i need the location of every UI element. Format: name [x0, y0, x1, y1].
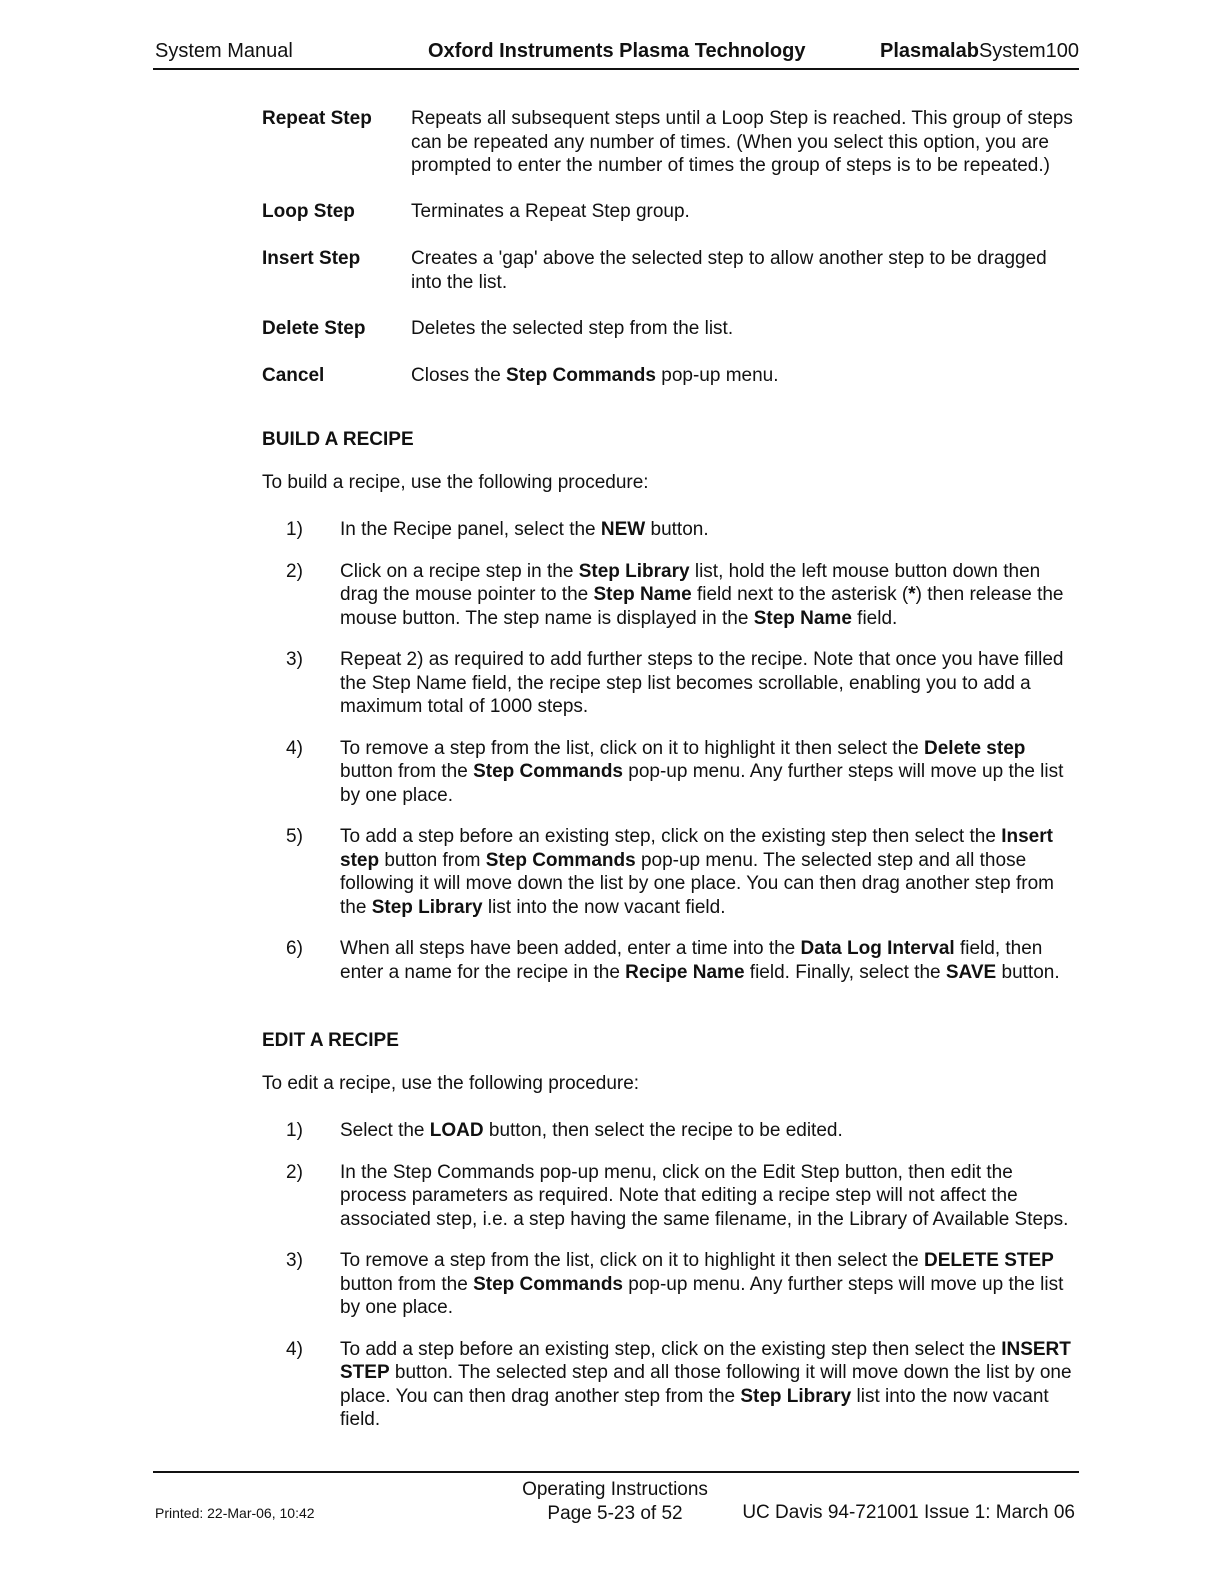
step-number: 5): [286, 826, 303, 847]
step-text-part: field.: [851, 607, 898, 629]
definition-desc: Repeats all subsequent steps until a Loop Step is reached. This group of steps can be repeated any number of times. (When you select this option, you are prompted to enter the number of times the group of steps is to be repeated.): [411, 108, 1073, 176]
product-name-bold: Plasmalab: [879, 40, 979, 62]
page-number: Page 5-23 of 52: [547, 1503, 683, 1524]
step-text-bold: LOAD: [429, 1120, 484, 1141]
step-text-bold: Data Log Interval: [800, 938, 955, 959]
build-steps: [286, 518, 1082, 984]
step-text-bold: Step Name: [593, 584, 692, 605]
step-text: [340, 1249, 1082, 1320]
definition-desc: Deletes the selected step from the list.: [411, 318, 734, 339]
step-text: [340, 560, 1082, 631]
step-text-bold: NEW: [600, 519, 646, 540]
build-recipe-heading: [262, 428, 1082, 452]
step-text-part: button. The selected step and all those following it will move down the list by one place. You can then drag another step from the: [340, 1362, 1072, 1407]
step-text: [340, 1119, 1082, 1143]
step-text-part: button from: [379, 849, 486, 871]
step-text-part: field next to the asterisk (: [691, 584, 909, 605]
procedure-step: [286, 1249, 1082, 1320]
step-text-part: button from the: [340, 1273, 474, 1295]
step-text-bold: INSERT STEP: [340, 1338, 1071, 1383]
edit-recipe-intro: [262, 1072, 1082, 1096]
definition-row: [262, 247, 1082, 294]
step-text-bold: Step Library: [371, 896, 483, 918]
step-text-bold: SAVE: [945, 961, 997, 983]
step-text-bold: Delete step: [924, 737, 1026, 759]
step-text-bold: Step Library: [578, 560, 690, 582]
section-intro: To edit a recipe, use the following procedure:: [262, 1073, 640, 1094]
company-name: Oxford Instruments Plasma Technology: [428, 40, 806, 62]
step-text-part: list, hold the left mouse button down then drag the mouse pointer to the: [340, 560, 1041, 605]
step-text-bold: *: [908, 584, 916, 605]
definition-desc: Creates a 'gap' above the selected step to allow another step to be dragged into the list.: [411, 248, 1047, 293]
desc-text: pop-up menu.: [655, 364, 779, 386]
step-text-bold: Insert step: [340, 826, 1053, 871]
step-text-part: In the Recipe panel, select the: [340, 519, 601, 540]
step-text-part: pop-up menu. Any further steps will move up the list by one place.: [340, 761, 1064, 806]
step-text-part: To remove a step from the list, click on it to highlight it then select the: [340, 1250, 924, 1271]
step-text-part: In the Step Commands pop-up menu, click on the Edit Step button, then edit the process parameters as required. Note that editing a recipe step will not affect the associated step, i.e. a step having the same filename, in the Library of Available Steps.: [340, 1161, 1069, 1230]
product-name: [880, 40, 1079, 63]
step-text: [340, 518, 1082, 542]
document-type: Operating Instructions: [522, 1479, 708, 1500]
step-text-part: Click on a recipe step in the: [340, 560, 579, 582]
definition-term: Insert Step: [262, 248, 361, 269]
step-text: [340, 937, 1082, 984]
step-text: [340, 737, 1082, 808]
step-number: 6): [286, 938, 303, 959]
step-text-part: button from the: [340, 761, 474, 782]
step-text-part: pop-up menu. Any further steps will move up the list by one place.: [340, 1273, 1064, 1318]
printed-date: Printed: 22-Mar-06, 10:42: [155, 1505, 315, 1521]
step-text-part: To add a step before an existing step, click on the existing step then select the: [340, 826, 1002, 847]
step-number: 2): [286, 1161, 303, 1183]
definition-desc: Terminates a Repeat Step group.: [411, 200, 690, 222]
step-text: [340, 1161, 1082, 1232]
step-text-bold: Recipe Name: [625, 961, 745, 983]
step-text-part: To remove a step from the list, click on it to highlight it then select the: [340, 737, 924, 759]
procedure-step: [286, 518, 1082, 542]
definition-row: [262, 200, 1082, 224]
step-command-definitions: [262, 107, 1082, 387]
definition-row: [262, 317, 1082, 341]
definition-term: Cancel: [262, 364, 325, 386]
step-text-bold: DELETE STEP: [924, 1250, 1054, 1271]
step-text-bold: Step Commands: [473, 761, 623, 782]
manual-title: System Manual: [155, 40, 293, 62]
procedure-step: [286, 1338, 1082, 1432]
step-text-part: pop-up menu. The selected step and all those following it will move down the list by one place. You can then drag another step from the: [340, 849, 1054, 918]
edit-steps: [286, 1119, 1082, 1432]
section-intro: To build a recipe, use the following procedure:: [262, 472, 649, 493]
build-recipe-intro: [262, 471, 1082, 495]
step-text: [340, 825, 1082, 919]
step-text-part: list into the now vacant field.: [482, 896, 726, 918]
step-text-part: field, then enter a name for the recipe in the: [340, 938, 1043, 983]
definition-desc: [411, 364, 1082, 388]
step-text-part: ) then release the mouse button. The step name is displayed in the: [340, 584, 1064, 629]
step-text-part: button, then select the recipe to be edited.: [483, 1120, 843, 1141]
definition-row: [262, 364, 1082, 388]
definition-term: Loop Step: [262, 200, 355, 222]
step-number: 3): [286, 1250, 303, 1271]
procedure-step: [286, 1119, 1082, 1143]
document-id: UC Davis 94-721001 Issue 1: March 06: [742, 1502, 1075, 1523]
step-text: [340, 1338, 1082, 1432]
definition-term: Repeat Step: [262, 108, 372, 129]
step-text-part: When all steps have been added, enter a time into the: [340, 938, 801, 959]
step-text-part: field. Finally, select the: [744, 961, 946, 983]
step-text-bold: Step Name: [753, 607, 852, 629]
step-number: 1): [286, 519, 303, 540]
step-number: 3): [286, 649, 303, 670]
procedure-step: [286, 825, 1082, 919]
step-text-bold: Step Commands: [485, 849, 636, 871]
step-text-part: list into the now vacant field.: [340, 1385, 1049, 1430]
procedure-step: [286, 560, 1082, 631]
step-number: 4): [286, 737, 303, 759]
step-text-part: Select the: [340, 1120, 430, 1141]
edit-recipe-heading: [262, 1029, 1082, 1053]
step-text-part: button.: [996, 961, 1060, 983]
step-text-bold: Step Library: [740, 1385, 852, 1407]
footer-center: [483, 1478, 747, 1526]
step-text-part: Repeat 2) as required to add further steps to the recipe. Note that once you have filled the Step Name field, the recipe step list becomes scrollable, enabling you to add a maximum total of 1000 steps.: [340, 649, 1064, 717]
desc-text: Closes the: [411, 364, 507, 386]
step-number: 2): [286, 560, 303, 582]
definition-term: Delete Step: [262, 318, 366, 339]
step-number: 1): [286, 1120, 303, 1141]
procedure-step: [286, 737, 1082, 808]
footer-rule: [153, 1471, 1079, 1473]
section-heading: EDIT A RECIPE: [262, 1030, 399, 1051]
step-text: [340, 648, 1082, 719]
product-name-normal: System100: [978, 40, 1079, 62]
definition-row: [262, 107, 1082, 178]
step-text-bold: Step Commands: [473, 1273, 623, 1295]
step-text-part: To add a step before an existing step, click on the existing step then select the: [340, 1338, 1002, 1360]
step-number: 4): [286, 1338, 303, 1360]
step-text-part: button.: [645, 519, 709, 540]
desc-bold: Step Commands: [506, 364, 656, 386]
page-header: [153, 40, 1079, 70]
procedure-step: [286, 648, 1082, 719]
procedure-step: [286, 1161, 1082, 1232]
procedure-step: [286, 937, 1082, 984]
section-heading: BUILD A RECIPE: [262, 429, 414, 450]
